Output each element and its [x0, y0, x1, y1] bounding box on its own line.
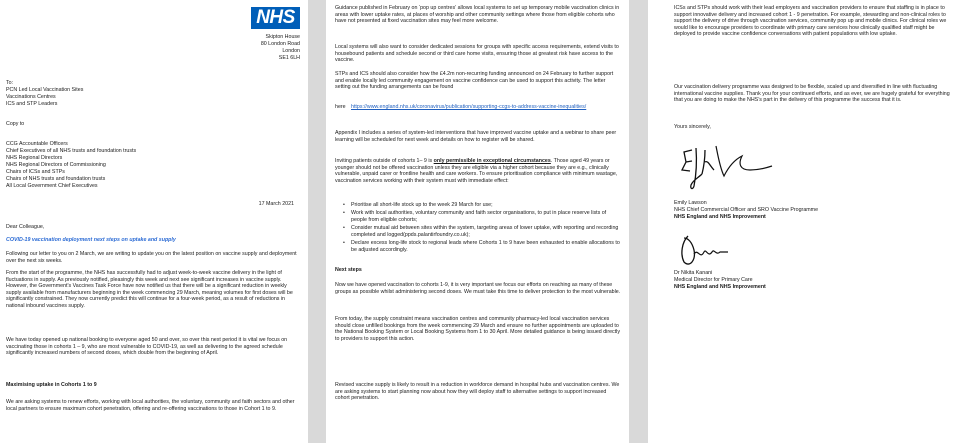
copy-line: NHS Regional Directors: [6, 155, 63, 161]
signatory-name: Dr Nikita Kanani: [674, 270, 713, 276]
bullet-item: • Declare excess long-life stock to regional leads where Cohorts 1 to 9 have been exhausted to enable allocations to be adjusted accordingly.: [343, 240, 621, 253]
to-line: Vaccinations Centres: [6, 94, 56, 100]
to-line: ICS and STP Leaders: [6, 101, 58, 107]
signatory-title: Medical Director for Primary Care: [674, 277, 753, 283]
address-line: Skipton House: [265, 34, 300, 40]
section-heading: Next steps: [335, 267, 362, 273]
bullet-item: • Prioritise all short-life stock up to the week 29 March for use;: [343, 202, 621, 209]
salutation: Dear Colleague,: [6, 224, 45, 230]
signatory-org: NHS England and NHS Improvement: [674, 214, 766, 220]
emphasis-text: only permissible in exceptional circumstances: [433, 158, 551, 164]
signatory-title: NHS Chief Commercial Officer and SRO Vaccine Programme: [674, 207, 819, 213]
letter-page-1: [0, 0, 308, 443]
body-paragraph: Now we have opened vaccination to cohorts 1-9, it is very important we focus our efforts on reaching as many of these groups as possible whilst administering second doses. We must take this time to deliver protection to the most vulnerable.: [335, 282, 621, 295]
signature-nikita-kanani: [674, 230, 734, 270]
address-line: SE1 6LH: [278, 55, 300, 61]
letter-subject: COVID-19 vaccination deployment next steps on uptake and supply: [6, 237, 176, 243]
body-paragraph: Local systems will also want to consider dedicated sessions for groups with specific access requirements, extend visits to housebound patients and schedule second or third care home visits, ensuring those at greatest risk have access to the vaccine.: [335, 44, 619, 64]
to-label: To:: [6, 80, 14, 86]
paragraph-text: . Those aged 49 years or younger should not be offered vaccination unless they are eligible via a higher cohort because they are e.g., clinically vulnerable, unpaid carer or frontline health and care workers. To ensure prioritisation compliance with minimum wastage, vaccination services working with their system must with immediate effect:: [335, 158, 618, 184]
body-paragraph: Revised vaccine supply is likely to result in a reduction in workforce demand in hospital hubs and vaccination centres. We are asking systems to start planning now about how they will deploy staff to alternative settings to support increased cohort penetration.: [335, 382, 620, 402]
copy-line: All Local Government Chief Executives: [6, 183, 98, 189]
signatory-org: NHS England and NHS Improvement: [674, 284, 766, 290]
body-paragraph: We have today opened up national booking to everyone aged 50 and over, so over this next period it is vital we focus on vaccinating those in cohorts 1 – 9, who are most vulnerable to COVID-19, as well as delivering to the agreed schedule significantly increased numbers of second doses, which double from the beginning of April.: [6, 337, 288, 357]
here-text: here: [335, 104, 346, 110]
bullet-item: • Consider mutual aid between sites within the system, targeting areas of lower uptake, with reporting and recording completed and logged(ppds.palantirfoundry.co.uk);: [343, 225, 621, 238]
letter-date: 17 March 2021: [258, 201, 294, 207]
copy-line: NHS Regional Directors of Commissioning: [6, 162, 106, 168]
copy-line: Chairs of NHS trusts and foundation trusts: [6, 176, 106, 182]
copy-line: Chairs of ICSs and STPs: [6, 169, 65, 175]
address-line: 80 London Road: [260, 41, 300, 47]
letter-page-2: [326, 0, 629, 443]
copy-line: CCG Accountable Officers: [6, 141, 68, 147]
closing: Yours sincerely,: [674, 124, 711, 130]
body-paragraph: Guidance published in February on ‘pop up centres’ allows local systems to set up temporary mobile vaccination clinics in areas with lower uptake rates, at places of worship and other community settings where those from eligible cohorts who have not presented at fixed vaccination sites may feel more welcome.: [335, 5, 620, 25]
section-heading: Maximising uptake in Cohorts 1 to 9: [6, 382, 97, 388]
copy-label: Copy to: [6, 121, 25, 127]
body-paragraph: From the start of the programme, the NHS has successfully had to adjust week-to-week vaccine delivery in the light of fluctuations in supply. As previously notified, pleasingly this week and next see significant increases in vaccine supply. However, the Government's Vaccines Task Force have now notified us that there will be a significant reduction in weekly supply available from manufacturers beginning in the week commencing 29 March, meaning volumes for first doses will be significantly constrained. They now currently predict this will continue for a four-week period, as a result of reductions in national inbound vaccines supply.: [6, 270, 293, 309]
nhs-logo: NHS: [251, 7, 300, 29]
to-line: PCN Led Local Vaccination Sites: [6, 87, 84, 93]
signatory-name: Emily Lawson: [674, 200, 707, 206]
body-paragraph: Appendix I includes a series of system-led interventions that have improved vaccine uptake and a webinar to share peer learning will be scheduled for next week and details on how to register will be shared.: [335, 130, 617, 143]
copy-line: Chief Executives of all NHS trusts and foundation trusts: [6, 148, 137, 154]
body-paragraph: Our vaccination delivery programme was designed to be flexible, scaled up and diversified in line with fluctuating international vaccine supplies. Thank you for your continued efforts, and as ever, we are hugely grateful for everything that you are doing to make the NHS’s part in the delivery of this programme the success that it is.: [674, 84, 950, 104]
body-paragraph: From today, the supply constraint means vaccination centres and community pharmacy-led local vaccination services should close unfilled bookings from the week commencing 29 March and ensure no further appointments are uploaded to the National Booking System or Local Booking Systems from 1 to 30 April. More detailed guidance is being issued directly to providers to support this action.: [335, 316, 621, 342]
funding-letter-link[interactable]: https://www.england.nhs.uk/coronavirus/publication/supporting-ccgs-to-address-vaccine-inequalities/: [351, 104, 587, 110]
body-paragraph: ICSs and STPs should work with their lead employers and vaccination providers to ensure that staffing is in place to support innovative delivery and increased cohort 1 - 9 penetration. For example, stewarding and non-clinical roles to support the delivery of drive through vaccination services, community pop up and mobile clinics. For clinical roles we would like to encourage providers to coordinate with primary care services how clinically qualified staff might be deployed to provide vaccine confidence conversations with patient populations with low uptake.: [674, 5, 947, 38]
signature-emily-lawson: [678, 140, 778, 192]
body-paragraph: STPs and ICS should also consider how the £4.2m non-recurring funding announced on 24 February to further support and enable locally led community engagement on vaccine confidence can be used to support this activity. The letter setting out the funding arrangements can be found: [335, 71, 614, 91]
body-paragraph: Following our letter to you on 2 March, we are writing to update you on the latest position on vaccine supply and deployment over the next six weeks.: [6, 251, 297, 264]
letter-page-3: [648, 0, 960, 443]
address-line: London: [282, 48, 300, 54]
bullet-item: • Work with local authorities, voluntary community and faith sector organisations, to put in place reserve lists of people from eligible cohorts;: [343, 210, 621, 223]
body-paragraph: We are asking systems to renew efforts, working with local authorities, the voluntary, community and faith sectors and other local partners to ensure maximum cohort penetration, offering and re-offering vaccinations to those in Cohort 1 to 9.: [6, 399, 295, 412]
body-paragraph: [335, 158, 621, 184]
paragraph-text: Inviting patients outside of cohorts 1– 9 is: [335, 158, 433, 164]
